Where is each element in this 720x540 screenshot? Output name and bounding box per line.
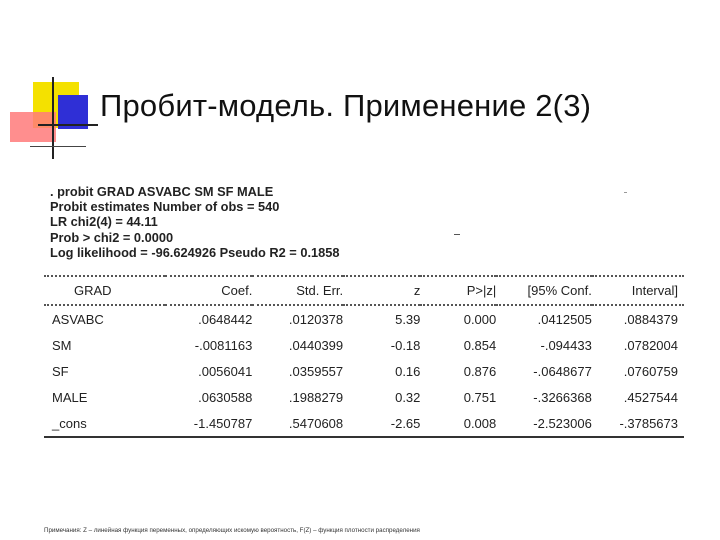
logo-underline — [30, 146, 86, 147]
log-likelihood-line: Log likelihood = -96.624926 Pseudo R2 = 0.1858 — [50, 244, 340, 260]
column-header: Coef. — [221, 283, 253, 298]
table-cell: 0.16 — [395, 363, 421, 379]
logo-horizontal-line — [38, 124, 98, 126]
column-header: [95% Conf. — [527, 283, 592, 298]
table-cell: -.0081163 — [194, 337, 253, 353]
regression-table — [44, 275, 684, 438]
column-header: P>|z| — [466, 283, 497, 298]
table-cell: 0.008 — [463, 415, 497, 431]
table-cell: -1.450787 — [193, 415, 253, 431]
table-cell: 0.751 — [463, 389, 497, 405]
table-row — [44, 410, 684, 437]
table-cell: .0440399 — [288, 337, 344, 353]
table-cell: .0648442 — [198, 311, 253, 327]
table-cell: SF — [52, 363, 69, 379]
table-cell: .1988279 — [288, 389, 344, 405]
table-cell: .4527544 — [623, 389, 678, 405]
table-cell: -2.65 — [390, 415, 421, 431]
stray-dot — [624, 192, 627, 193]
table-row — [44, 305, 684, 332]
table-cell: _cons — [52, 415, 87, 431]
prob-chi2-line: Prob > chi2 = 0.0000 — [50, 229, 174, 245]
table-cell: .0056041 — [198, 363, 253, 379]
slide-title: Пробит-модель. Применение 2(3) — [100, 88, 592, 123]
table-cell: -2.523006 — [533, 415, 592, 431]
table-row — [44, 358, 684, 384]
table-cell: 0.854 — [463, 337, 497, 353]
table-cell: 0.32 — [395, 389, 421, 405]
table-cell: .0760759 — [623, 363, 678, 379]
table-cell: .0120378 — [288, 311, 344, 327]
slide-logo — [0, 0, 110, 170]
stata-output — [44, 182, 684, 432]
column-header: z — [413, 283, 421, 298]
table-cell: MALE — [52, 389, 88, 405]
table-cell: 5.39 — [395, 311, 421, 327]
column-header: Std. Err. — [296, 283, 344, 298]
table-cell: .0782004 — [623, 337, 678, 353]
column-header: Interval] — [631, 283, 678, 298]
footnote: Примечания: Z – линейная функция переменных, определяющих искомую вероятность, F(Z) – функция плотности распределения — [44, 527, 420, 534]
stray-mark — [454, 234, 460, 235]
table-cell: -.3785673 — [619, 415, 678, 431]
table-cell: -.0648677 — [533, 363, 592, 379]
table-cell: .0412505 — [537, 311, 592, 327]
logo-red-square — [10, 112, 56, 142]
table-cell: .0359557 — [288, 363, 344, 379]
table-cell: .0630588 — [198, 389, 253, 405]
table-cell: .0884379 — [623, 311, 678, 327]
table-cell: .5470608 — [288, 415, 344, 431]
table-cell: -0.18 — [390, 337, 421, 353]
output-header — [50, 184, 339, 260]
table-cell: ASVABC — [52, 311, 104, 327]
table-cell: SM — [52, 337, 72, 353]
table-cell: 0.000 — [463, 311, 497, 327]
table-cell: 0.876 — [463, 363, 497, 379]
lr-chi2-line: LR chi2(4) = 44.11 — [50, 214, 158, 230]
estimates-line: Probit estimates Number of obs = 540 — [50, 199, 280, 215]
command-line: . probit GRAD ASVABC SM SF MALE — [50, 184, 274, 199]
table-header-row — [44, 276, 684, 305]
table-row — [44, 332, 684, 358]
table-cell: -.3266368 — [533, 389, 592, 405]
column-header: GRAD — [74, 283, 112, 298]
table-row — [44, 384, 684, 410]
table-cell: -.094433 — [540, 337, 592, 353]
